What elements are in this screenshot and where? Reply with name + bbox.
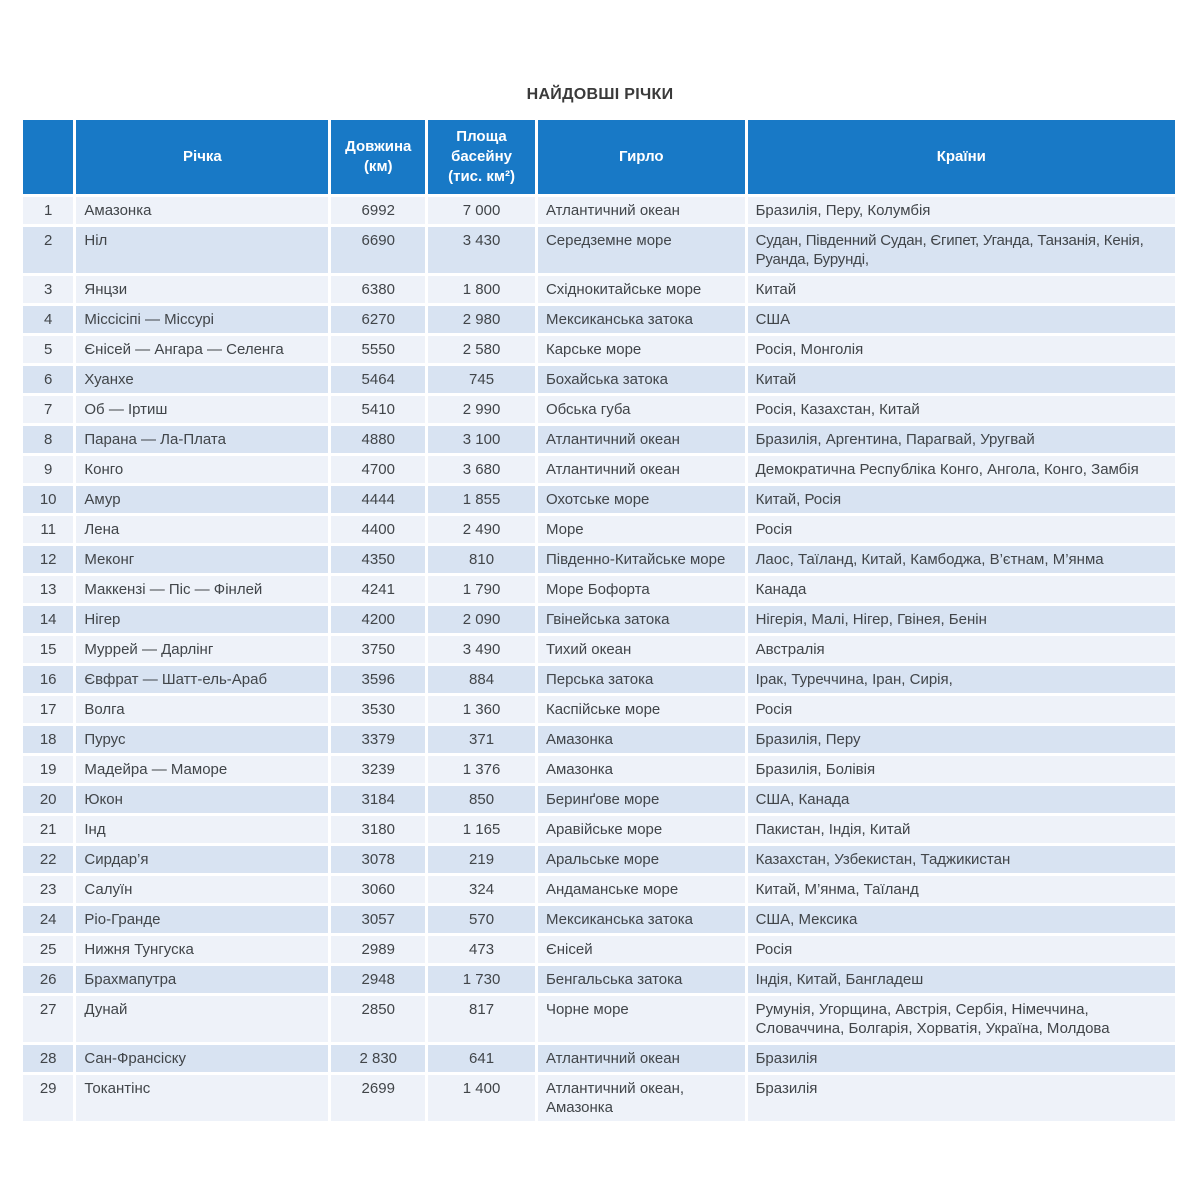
length-cell: 4200 <box>331 606 425 633</box>
length-cell: 3078 <box>331 846 425 873</box>
river-cell: Інд <box>76 816 328 843</box>
table-row <box>23 726 1175 753</box>
table-row <box>23 546 1175 573</box>
mouth-cell: Море Бофорта <box>538 576 745 603</box>
river-cell: Нижня Тунгуска <box>76 936 328 963</box>
mouth-cell: Тихий океан <box>538 636 745 663</box>
rank-cell: 26 <box>23 966 73 993</box>
table-row <box>23 197 1175 224</box>
river-cell: Сан-Франсіску <box>76 1045 328 1072</box>
area-cell: 641 <box>428 1045 535 1072</box>
table-body <box>23 197 1175 1121</box>
river-cell: Муррей — Дарлінг <box>76 636 328 663</box>
river-cell: Токантінс <box>76 1075 328 1121</box>
mouth-cell: Мексиканська затока <box>538 906 745 933</box>
mouth-cell: Атлантичний океан <box>538 197 745 224</box>
mouth-cell: Аравійське море <box>538 816 745 843</box>
table-row <box>23 786 1175 813</box>
river-cell: Амазонка <box>76 197 328 224</box>
mouth-cell: Андаманське море <box>538 876 745 903</box>
countries-cell: Росія <box>748 696 1175 723</box>
countries-cell: Бразилія <box>748 1045 1175 1072</box>
area-cell: 324 <box>428 876 535 903</box>
countries-cell: Бразилія, Болівія <box>748 756 1175 783</box>
river-cell: Євфрат — Шатт-ель-Араб <box>76 666 328 693</box>
area-cell: 2 980 <box>428 306 535 333</box>
rank-cell: 18 <box>23 726 73 753</box>
river-cell: Міссісіпі — Міссурі <box>76 306 328 333</box>
area-cell: 1 400 <box>428 1075 535 1121</box>
mouth-cell: Обська губа <box>538 396 745 423</box>
mouth-cell: Беринґове море <box>538 786 745 813</box>
countries-cell: Канада <box>748 576 1175 603</box>
length-cell: 3530 <box>331 696 425 723</box>
countries-cell: США, Мексика <box>748 906 1175 933</box>
mouth-cell: Південно-Китайське море <box>538 546 745 573</box>
area-cell: 1 730 <box>428 966 535 993</box>
mouth-cell: Гвінейська затока <box>538 606 745 633</box>
table-row <box>23 276 1175 303</box>
length-cell: 3596 <box>331 666 425 693</box>
header-countries: Країни <box>748 120 1175 194</box>
length-cell: 3184 <box>331 786 425 813</box>
table-row <box>23 336 1175 363</box>
river-cell: Амур <box>76 486 328 513</box>
mouth-cell: Бохайська затока <box>538 366 745 393</box>
table-row <box>23 366 1175 393</box>
countries-cell: Бразилія, Аргентина, Парагвай, Уругвай <box>748 426 1175 453</box>
river-cell: Конго <box>76 456 328 483</box>
area-cell: 7 000 <box>428 197 535 224</box>
table-row <box>23 426 1175 453</box>
length-cell: 5410 <box>331 396 425 423</box>
rank-cell: 28 <box>23 1045 73 1072</box>
area-cell: 2 990 <box>428 396 535 423</box>
mouth-cell: Охотське море <box>538 486 745 513</box>
river-cell: Хуанхе <box>76 366 328 393</box>
river-cell: Янцзи <box>76 276 328 303</box>
length-cell: 2850 <box>331 996 425 1042</box>
table-row <box>23 396 1175 423</box>
mouth-cell: Східнокитайське море <box>538 276 745 303</box>
river-cell: Волга <box>76 696 328 723</box>
mouth-cell: Перська затока <box>538 666 745 693</box>
page-title: НАЙДОВШІ РІЧКИ <box>526 86 674 103</box>
area-cell: 371 <box>428 726 535 753</box>
river-cell: Сирдар’я <box>76 846 328 873</box>
area-cell: 2 090 <box>428 606 535 633</box>
countries-cell: Казахстан, Узбекистан, Таджикистан <box>748 846 1175 873</box>
river-cell: Брахмапутра <box>76 966 328 993</box>
countries-cell: Ірак, Туреччина, Іран, Сирія, <box>748 666 1175 693</box>
area-cell: 1 790 <box>428 576 535 603</box>
rank-cell: 13 <box>23 576 73 603</box>
table-header <box>23 120 1175 194</box>
length-cell: 4241 <box>331 576 425 603</box>
length-cell: 3060 <box>331 876 425 903</box>
rank-cell: 23 <box>23 876 73 903</box>
length-cell: 4700 <box>331 456 425 483</box>
mouth-cell: Амазонка <box>538 726 745 753</box>
river-cell: Єнісей — Ангара — Селенга <box>76 336 328 363</box>
rank-cell: 17 <box>23 696 73 723</box>
rank-cell: 20 <box>23 786 73 813</box>
countries-cell: Лаос, Таїланд, Китай, Камбоджа, В’єтнам, М’янма <box>748 546 1175 573</box>
header-basin-area: Площа басейну (тис. км²) <box>428 120 535 194</box>
rank-cell: 16 <box>23 666 73 693</box>
countries-cell: Росія <box>748 936 1175 963</box>
table-row <box>23 816 1175 843</box>
countries-cell: Демократична Республіка Конго, Ангола, Конго, Замбія <box>748 456 1175 483</box>
countries-cell: Китай <box>748 276 1175 303</box>
table-row <box>23 456 1175 483</box>
river-cell: Меконг <box>76 546 328 573</box>
mouth-cell: Каспійське море <box>538 696 745 723</box>
mouth-cell: Атлантичний океан <box>538 1045 745 1072</box>
length-cell: 3379 <box>331 726 425 753</box>
countries-cell: Росія, Казахстан, Китай <box>748 396 1175 423</box>
area-cell: 2 490 <box>428 516 535 543</box>
rank-cell: 29 <box>23 1075 73 1121</box>
length-cell: 4400 <box>331 516 425 543</box>
river-cell: Мадейра — Маморе <box>76 756 328 783</box>
rank-cell: 27 <box>23 996 73 1042</box>
length-cell: 4444 <box>331 486 425 513</box>
mouth-cell: Атлантичний океан <box>538 426 745 453</box>
mouth-cell: Аральське море <box>538 846 745 873</box>
area-cell: 1 855 <box>428 486 535 513</box>
area-cell: 570 <box>428 906 535 933</box>
area-cell: 473 <box>428 936 535 963</box>
rank-cell: 3 <box>23 276 73 303</box>
countries-cell: США, Канада <box>748 786 1175 813</box>
header-row <box>23 120 1175 194</box>
table-row <box>23 666 1175 693</box>
length-cell: 5550 <box>331 336 425 363</box>
table-row <box>23 1075 1175 1121</box>
rank-cell: 6 <box>23 366 73 393</box>
countries-cell: Нігерія, Малі, Нігер, Гвінея, Бенін <box>748 606 1175 633</box>
countries-cell: Індія, Китай, Бангладеш <box>748 966 1175 993</box>
river-cell: Парана — Ла-Плата <box>76 426 328 453</box>
table-row <box>23 906 1175 933</box>
rank-cell: 14 <box>23 606 73 633</box>
length-cell: 4350 <box>331 546 425 573</box>
river-cell: Нігер <box>76 606 328 633</box>
length-cell: 5464 <box>331 366 425 393</box>
table-row <box>23 576 1175 603</box>
rank-cell: 12 <box>23 546 73 573</box>
table-row <box>23 876 1175 903</box>
area-cell: 1 360 <box>428 696 535 723</box>
mouth-cell: Атлантичний океан <box>538 456 745 483</box>
length-cell: 6270 <box>331 306 425 333</box>
countries-cell: США <box>748 306 1175 333</box>
countries-cell: Румунія, Угорщина, Австрія, Сербія, Німеччина, Словаччина, Болгарія, Хорватія, Україна, Молдова <box>748 996 1175 1042</box>
river-cell: Маккензі — Піс — Фінлей <box>76 576 328 603</box>
river-cell: Ріо-Гранде <box>76 906 328 933</box>
rank-cell: 10 <box>23 486 73 513</box>
area-cell: 1 376 <box>428 756 535 783</box>
table-row <box>23 636 1175 663</box>
mouth-cell: Атлантичний океан, Амазонка <box>538 1075 745 1121</box>
area-cell: 1 165 <box>428 816 535 843</box>
header-length: Довжина (км) <box>331 120 425 194</box>
length-cell: 3239 <box>331 756 425 783</box>
mouth-cell: Чорне море <box>538 996 745 1042</box>
area-cell: 3 490 <box>428 636 535 663</box>
table-row <box>23 756 1175 783</box>
countries-cell: Судан, Південний Судан, Єгипет, Уганда, Танзанія, Кенія, Руанда, Бурунді, <box>748 227 1175 273</box>
length-cell: 2948 <box>331 966 425 993</box>
mouth-cell: Карське море <box>538 336 745 363</box>
mouth-cell: Єнісей <box>538 936 745 963</box>
area-cell: 3 680 <box>428 456 535 483</box>
countries-cell: Китай <box>748 366 1175 393</box>
area-cell: 817 <box>428 996 535 1042</box>
countries-cell: Бразилія <box>748 1075 1175 1121</box>
rank-cell: 15 <box>23 636 73 663</box>
countries-cell: Бразилія, Перу, Колумбія <box>748 197 1175 224</box>
length-cell: 2 830 <box>331 1045 425 1072</box>
rank-cell: 25 <box>23 936 73 963</box>
table-row <box>23 996 1175 1042</box>
countries-cell: Австралія <box>748 636 1175 663</box>
area-cell: 850 <box>428 786 535 813</box>
rank-cell: 22 <box>23 846 73 873</box>
header-river: Річка <box>76 120 328 194</box>
area-cell: 2 580 <box>428 336 535 363</box>
rivers-table <box>20 117 1178 1124</box>
river-cell: Лена <box>76 516 328 543</box>
table-row <box>23 696 1175 723</box>
length-cell: 6380 <box>331 276 425 303</box>
table-row <box>23 227 1175 273</box>
length-cell: 3750 <box>331 636 425 663</box>
rank-cell: 1 <box>23 197 73 224</box>
river-cell: Салуїн <box>76 876 328 903</box>
area-cell: 810 <box>428 546 535 573</box>
rank-cell: 8 <box>23 426 73 453</box>
table-row <box>23 486 1175 513</box>
river-cell: Об — Іртиш <box>76 396 328 423</box>
area-cell: 3 430 <box>428 227 535 273</box>
river-cell: Ніл <box>76 227 328 273</box>
header-rank <box>23 120 73 194</box>
rank-cell: 19 <box>23 756 73 783</box>
length-cell: 2989 <box>331 936 425 963</box>
countries-cell: Росія, Монголія <box>748 336 1175 363</box>
rank-cell: 11 <box>23 516 73 543</box>
length-cell: 2699 <box>331 1075 425 1121</box>
mouth-cell: Середземне море <box>538 227 745 273</box>
mouth-cell: Бенгальська затока <box>538 966 745 993</box>
countries-cell: Китай, М’янма, Таїланд <box>748 876 1175 903</box>
table-row <box>23 306 1175 333</box>
river-cell: Пурус <box>76 726 328 753</box>
rank-cell: 2 <box>23 227 73 273</box>
table-row <box>23 606 1175 633</box>
river-cell: Юкон <box>76 786 328 813</box>
rank-cell: 21 <box>23 816 73 843</box>
countries-cell: Китай, Росія <box>748 486 1175 513</box>
rank-cell: 7 <box>23 396 73 423</box>
mouth-cell: Амазонка <box>538 756 745 783</box>
table-row <box>23 966 1175 993</box>
table-row <box>23 1045 1175 1072</box>
table-row <box>23 516 1175 543</box>
length-cell: 4880 <box>331 426 425 453</box>
rank-cell: 24 <box>23 906 73 933</box>
countries-cell: Пакистан, Індія, Китай <box>748 816 1175 843</box>
length-cell: 6992 <box>331 197 425 224</box>
mouth-cell: Море <box>538 516 745 543</box>
table-row <box>23 846 1175 873</box>
area-cell: 3 100 <box>428 426 535 453</box>
area-cell: 219 <box>428 846 535 873</box>
area-cell: 884 <box>428 666 535 693</box>
header-mouth: Гирло <box>538 120 745 194</box>
countries-cell: Росія <box>748 516 1175 543</box>
area-cell: 745 <box>428 366 535 393</box>
length-cell: 6690 <box>331 227 425 273</box>
countries-cell: Бразилія, Перу <box>748 726 1175 753</box>
table-row <box>23 936 1175 963</box>
rank-cell: 9 <box>23 456 73 483</box>
rank-cell: 4 <box>23 306 73 333</box>
river-cell: Дунай <box>76 996 328 1042</box>
rank-cell: 5 <box>23 336 73 363</box>
area-cell: 1 800 <box>428 276 535 303</box>
length-cell: 3057 <box>331 906 425 933</box>
length-cell: 3180 <box>331 816 425 843</box>
mouth-cell: Мексиканська затока <box>538 306 745 333</box>
